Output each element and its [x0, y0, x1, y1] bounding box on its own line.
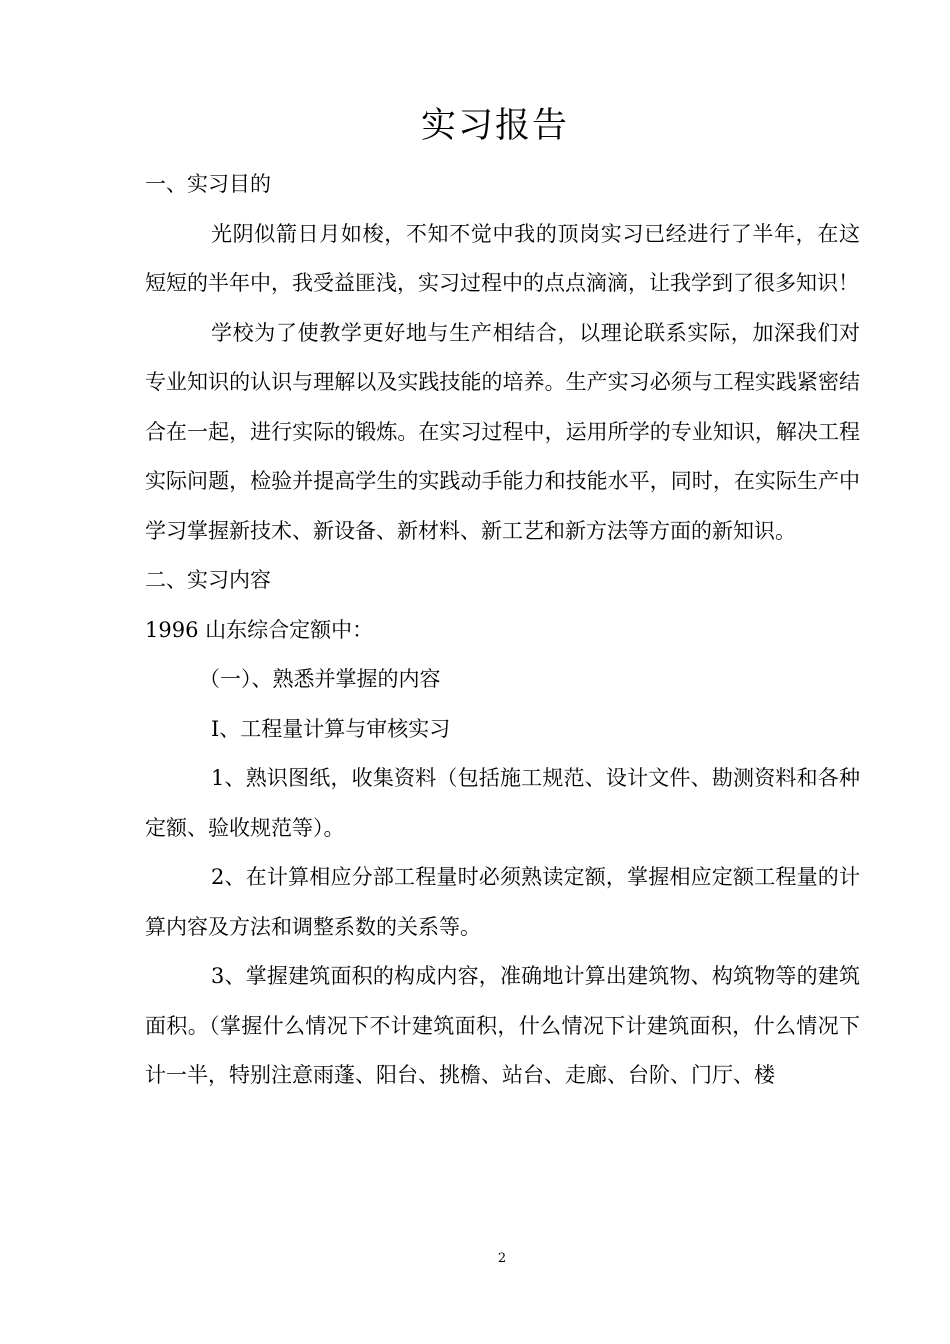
- subheading-familiar: （一）、熟悉并掌握的内容: [199, 667, 441, 691]
- paragraph-school-purpose: 学校为了使教学更好地与生产相结合，以理论联系实际，加深我们对专业知识的认识与理解以及实践技能的培养。生产实习必须与工程实践紧密结合在一起，进行实际的锻炼。在实习过程中，运用所学的专业知识，解决工程实际问题，检验并提高学生的实践动手能力和技能水平，同时，在实际生产中学习掌握新技术、新设备、新材料、新工艺和新方法等方面的新知识。: [145, 320, 860, 543]
- list-item-1: 1、熟识图纸，收集资料（包括施工规范、设计文件、勘测资料和各种定额、验收规范等）。: [145, 766, 860, 840]
- intro-line: 1996 山东综合定额中：: [145, 617, 374, 642]
- page-title: 实习报告: [420, 106, 569, 146]
- list-item-3: 3、掌握建筑面积的构成内容，准确地计算出建筑物、构筑物等的建筑面积。（掌握什么情况下不计建筑面积，什么情况下计建筑面积，什么情况下计一半，特别注意雨蓬、阳台、挑檐、站台、走廊、台阶、门厅、楼: [145, 964, 860, 1087]
- list-item-2: 2、在计算相应分部工程量时必须熟读定额，掌握相应定额工程量的计算内容及方法和调整系数的关系等。: [145, 865, 860, 939]
- section-heading-content: 二、实习内容: [145, 568, 271, 592]
- paragraph-intro: 光阴似箭日月如梭，不知不觉中我的顶岗实习已经进行了半年，在这短短的半年中，我受益匪浅，实习过程中的点点滴滴，让我学到了很多知识！: [145, 221, 860, 295]
- section-heading-purpose: 一、实习目的: [145, 172, 271, 196]
- roman-heading: I、工程量计算与审核实习: [211, 716, 451, 741]
- page-number: 2: [497, 1251, 507, 1266]
- document-body: [145, 160, 860, 1101]
